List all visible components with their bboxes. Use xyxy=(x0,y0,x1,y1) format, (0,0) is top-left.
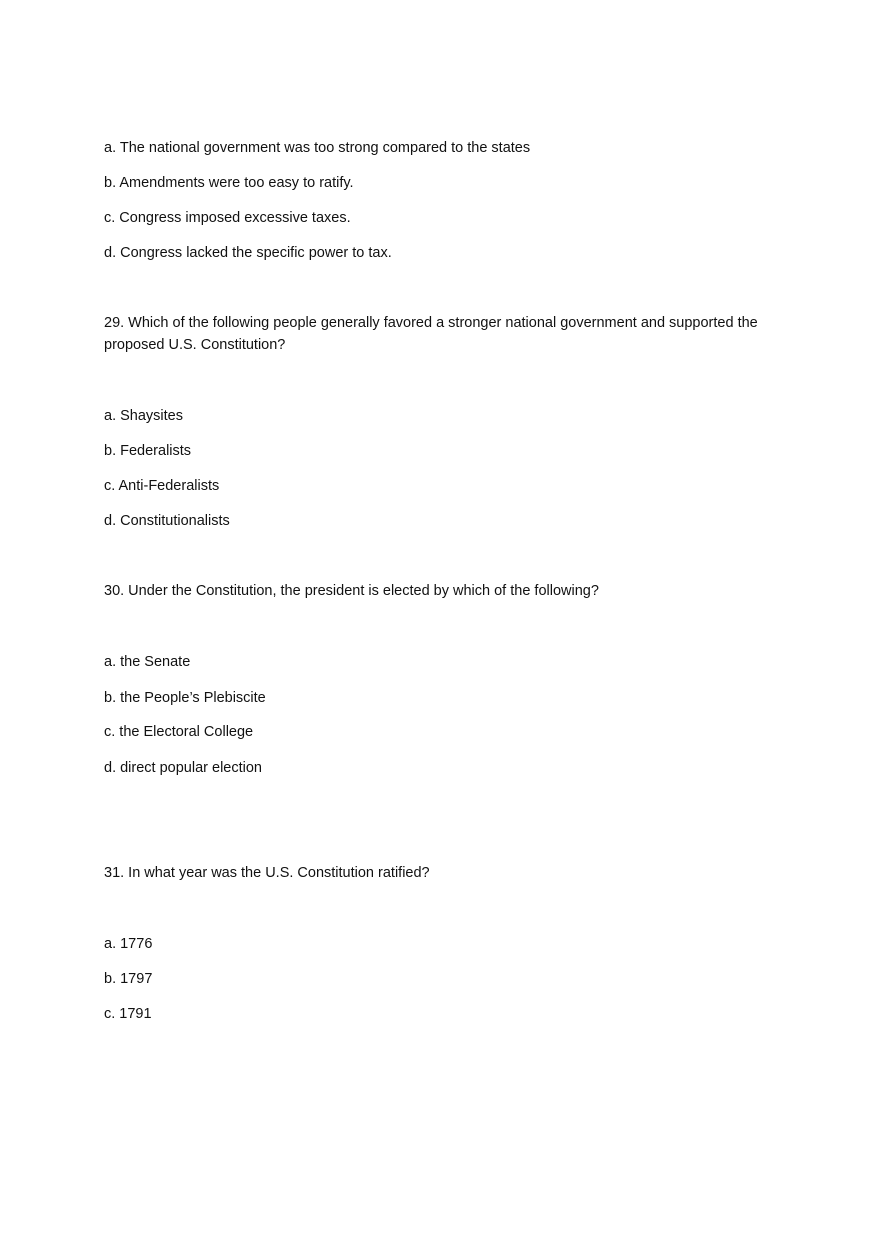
question-30-option-b: b. the People’s Plebiscite xyxy=(104,690,266,706)
question-29-option-b: b. Federalists xyxy=(104,443,192,459)
question-30-option-c: c. the Electoral College xyxy=(104,724,254,740)
option-b: b. Amendments were too easy to ratify. xyxy=(104,175,354,191)
question-29-option-c: c. Anti-Federalists xyxy=(104,478,220,494)
question-30-option-d: d. direct popular election xyxy=(104,760,262,776)
question-31-option-b: b. 1797 xyxy=(104,971,153,987)
question-31-option-c: c. 1791 xyxy=(104,1006,152,1022)
question-30-prompt: 30. Under the Constitution, the president is elected by which of the following? xyxy=(104,583,599,599)
question-31-prompt: 31. In what year was the U.S. Constitution ratified? xyxy=(104,865,430,881)
question-30-option-a: a. the Senate xyxy=(104,654,191,670)
option-c: c. Congress imposed excessive taxes. xyxy=(104,210,351,226)
option-a: a. The national government was too strong compared to the states xyxy=(104,140,531,156)
question-29-option-d: d. Constitutionalists xyxy=(104,513,230,529)
question-29-prompt: 29. Which of the following people generally favored a stronger national government and supported the proposed U.S. Constitution? xyxy=(104,315,758,353)
question-29-option-a: a. Shaysites xyxy=(104,408,183,424)
option-d: d. Congress lacked the specific power to tax. xyxy=(104,245,392,261)
question-31-option-a: a. 1776 xyxy=(104,936,153,952)
